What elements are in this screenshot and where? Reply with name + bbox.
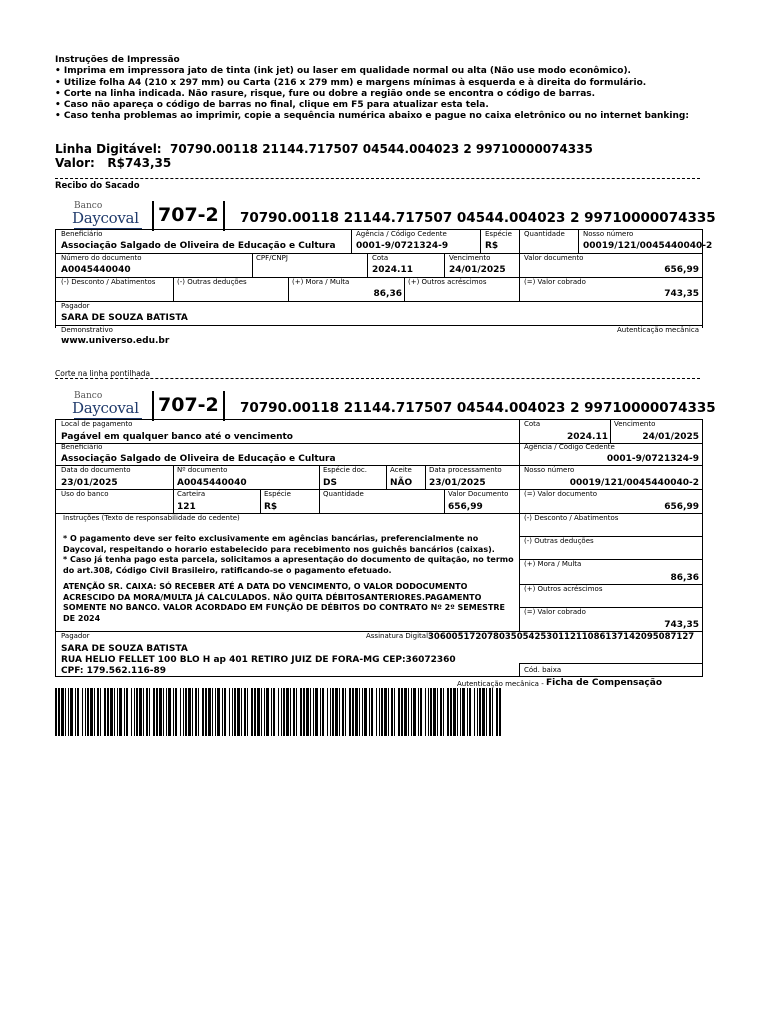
- cota-value: 2024.11: [372, 265, 413, 275]
- instrucoes-text-1: * O pagamento deve ser feito exclusivamente em agências bancárias, preferencialmente no Daycoval, respeitando o horario estabelecido para recebimento nos guichês bancários (caixas).: [63, 534, 495, 554]
- corte-label: Corte na linha pontilhada: [55, 369, 151, 378]
- site-value: www.universo.edu.br: [61, 336, 170, 346]
- nosso-numero-label: Nosso número: [583, 230, 634, 238]
- receipt-bank-header: [55, 201, 716, 231]
- daycoval-logo: [70, 201, 150, 229]
- ficha-especie-label: Espécie: [264, 490, 291, 498]
- valor-doc-label: Valor documento: [524, 254, 584, 262]
- ficha-desconto-label: (-) Desconto / Abatimentos: [524, 514, 619, 522]
- instrucoes-text-3: ATENÇÃO SR. CAIXA: SÓ RECEBER ATÉ A DATA DO VENCIMENTO, O VALOR DODOCUMENTO ACRESCIDO DA MORA/MULTA JÁ CALCULADOS. NÃO QUITA DÉBITOSANTERIORES.PAGAMENTO SOMENTE NO BANCO. VALOR ACORDADO EM FUNÇÃO DE DÉBITOS DO CONTRATO Nº 2º SEMESTRE DE 2024: [63, 582, 506, 623]
- numero-doc-label: Número do documento: [61, 254, 142, 262]
- ficha-bank-header: [55, 391, 716, 421]
- ficha-valor-doc2-value: 656,99: [664, 502, 699, 512]
- instruction-item: • Corte na linha indicada. Não rasure, risque, fure ou dobre a região onde se encontra o código de barras.: [55, 88, 596, 99]
- especie-doc-value: DS: [323, 478, 337, 488]
- ficha-outras-deducoes-label: (-) Outras deduções: [524, 537, 594, 545]
- pagador-label: Pagador: [61, 302, 90, 310]
- aceite-value: NÃO: [390, 478, 413, 488]
- ficha-vencimento-label: Vencimento: [614, 420, 656, 428]
- pagador-value: SARA DE SOUZA BATISTA: [61, 313, 188, 323]
- cut-line: [55, 378, 700, 379]
- assinatura-value: 30600517207803505425301121108613714209508712​7: [428, 632, 695, 642]
- outros-acrescimos-label: (+) Outros acréscimos: [408, 278, 487, 286]
- daycoval-logo: [70, 391, 150, 419]
- valor-label: Valor:: [55, 156, 95, 170]
- mora-label: (+) Mora / Multa: [292, 278, 350, 286]
- data-doc-value: 23/01/2025: [61, 478, 118, 488]
- linha-digitavel-value[interactable]: 70790.00118 21144.717507 04544.004023 2 99710000074335: [169, 142, 593, 156]
- vencimento-value: 24/01/2025: [449, 265, 506, 275]
- especie-value: R$: [485, 241, 499, 251]
- bank-code: 707-2: [152, 201, 225, 231]
- bank-code: 707-2: [152, 391, 225, 421]
- numero-doc-value: A0045440040: [61, 265, 131, 275]
- ficha-pagador-label: Pagador: [61, 632, 90, 640]
- logo-daycoval-text: Daycoval: [72, 209, 139, 227]
- ficha-mora-label: (+) Mora / Multa: [524, 560, 582, 568]
- beneficiario-value: Associação Salgado de Oliveira de Educação e Cultura: [61, 241, 336, 251]
- desconto-label: (-) Desconto / Abatimentos: [61, 278, 156, 286]
- recibo-label: Recibo do Sacado: [55, 181, 140, 191]
- cpf-label: CPF/CNPJ: [256, 254, 288, 262]
- valor-cobrado-value: 743,35: [664, 289, 699, 299]
- instrucoes-label: Instruções (Texto de responsabilidade do cedente): [63, 514, 240, 522]
- linha-digitavel-label: Linha Digitável:: [55, 142, 162, 156]
- logo-daycoval-text: Daycoval: [72, 399, 139, 417]
- cod-baixa-label: Cód. baixa: [524, 666, 562, 674]
- instrucoes-text-2: * Caso já tenha pago esta parcela, solicitamos a apresentação do documento de quitação, no termo do art.308, Código Civil Brasileiro, ratificando-se o pagamento efetuado.: [63, 555, 514, 575]
- ficha-pagador-nome: SARA DE SOUZA BATISTA: [61, 644, 188, 654]
- logo-banco-text: Banco: [74, 391, 103, 401]
- no-doc-label: Nº documento: [177, 466, 228, 474]
- local-label: Local de pagamento: [61, 420, 133, 428]
- valor-cobrado-label: (=) Valor cobrado: [524, 278, 586, 286]
- ficha-especie-value: R$: [264, 502, 278, 512]
- uso-banco-label: Uso do banco: [61, 490, 109, 498]
- valor-doc-value: 656,99: [664, 265, 699, 275]
- ficha-digitable-line: 70790.00118 21144.717507 04544.004023 2 99710000074335: [240, 400, 716, 416]
- agencia-value: 0001-9/0721324-9: [356, 241, 449, 251]
- ficha-agencia-value: 0001-9/0721324-9: [606, 454, 699, 464]
- valor-value: R$743,35: [107, 156, 172, 170]
- autenticacao-label: Autenticação mecânica: [617, 326, 699, 334]
- especie-doc-label: Espécie doc.: [323, 466, 367, 474]
- ficha-compensacao-label: Ficha de Compensação: [546, 678, 663, 688]
- ficha-autenticacao-label: Autenticação mecânica -: [457, 680, 544, 688]
- ficha-cota-value: 2024.11: [567, 432, 608, 442]
- ficha-valor-doc2-label: (=) Valor documento: [524, 490, 598, 498]
- ficha-pagador-endereco: RUA HELIO FELLET 100 BLO H ap 401 RETIRO JUIZ DE FORA-MG CEP:36072360: [61, 655, 456, 665]
- logo-banco-text: Banco: [74, 201, 103, 211]
- ficha-beneficiario-value: Associação Salgado de Oliveira de Educação e Cultura: [61, 454, 336, 464]
- ficha-valor-doc-value: 656,99: [448, 502, 483, 512]
- outras-deducoes-label: (-) Outras deduções: [177, 278, 247, 286]
- ficha-quantidade-label: Quantidade: [323, 490, 364, 498]
- print-instructions: [55, 55, 689, 123]
- carteira-value: 121: [177, 502, 196, 512]
- agencia-label: Agência / Código Cedente: [356, 230, 447, 238]
- ficha-vencimento-value: 24/01/2025: [642, 432, 699, 442]
- dashed-divider: [55, 178, 700, 179]
- carteira-label: Carteira: [177, 490, 206, 498]
- instruction-item: • Caso tenha problemas ao imprimir, copie a sequência numérica abaixo e pague no caixa eletrônico ou no internet banking:: [55, 111, 689, 122]
- ficha-mora-value: 86,36: [670, 573, 699, 583]
- instruction-item: • Imprima em impressora jato de tinta (ink jet) ou laser em qualidade normal ou alta (Não use modo econômico).: [55, 66, 631, 77]
- cota-label: Cota: [372, 254, 389, 262]
- ficha-nosso-numero-value: 00019/121/0045440040-2: [569, 478, 699, 488]
- instruction-item: • Utilize folha A4 (210 x 297 mm) ou Carta (216 x 279 mm) e margens mínimas à esquerda e à direita do formulário.: [55, 77, 647, 88]
- nosso-numero-value: 00019/121/0045440040-2: [583, 241, 713, 251]
- instructions-title: Instruções de Impressão: [55, 55, 180, 65]
- ficha-valor-cobrado-value: 743,35: [664, 620, 699, 630]
- ficha-pagador-cpf: CPF: 179.562.116-89: [61, 666, 167, 676]
- vencimento-label: Vencimento: [449, 254, 491, 262]
- receipt-digitable-line: 70790.00118 21144.717507 04544.004023 2 99710000074335: [240, 210, 716, 226]
- data-proc-label: Data processamento: [429, 466, 502, 474]
- ficha-outros-acrescimos-label: (+) Outros acréscimos: [524, 585, 603, 593]
- data-doc-label: Data do documento: [61, 466, 131, 474]
- barcode: [55, 688, 503, 736]
- quantidade-label: Quantidade: [524, 230, 565, 238]
- ficha-cota-label: Cota: [524, 420, 541, 428]
- ficha-beneficiario-label: Beneficiário: [61, 443, 103, 451]
- assinatura-label: Assinatura Digital:: [366, 632, 431, 640]
- local-value: Pagável em qualquer banco até o vencimento: [61, 432, 293, 442]
- ficha-agencia-label: Agência / Código Cedente: [524, 443, 615, 451]
- beneficiario-label: Beneficiário: [61, 230, 103, 238]
- aceite-label: Aceite: [390, 466, 412, 474]
- linha-digitavel-block: [55, 142, 593, 170]
- especie-label: Espécie: [485, 230, 512, 238]
- demonstrativo-label: Demonstrativo: [61, 326, 113, 334]
- instruction-item: • Caso não apareça o código de barras no final, clique em F5 para atualizar esta tela.: [55, 100, 489, 111]
- no-doc-value: A0045440040: [177, 478, 247, 488]
- ficha-valor-cobrado-label: (=) Valor cobrado: [524, 608, 586, 616]
- ficha-nosso-numero-label: Nosso número: [524, 466, 575, 474]
- mora-value: 86,36: [373, 289, 402, 299]
- data-proc-value: 23/01/2025: [429, 478, 486, 488]
- ficha-valor-doc-label: Valor Documento: [448, 490, 509, 498]
